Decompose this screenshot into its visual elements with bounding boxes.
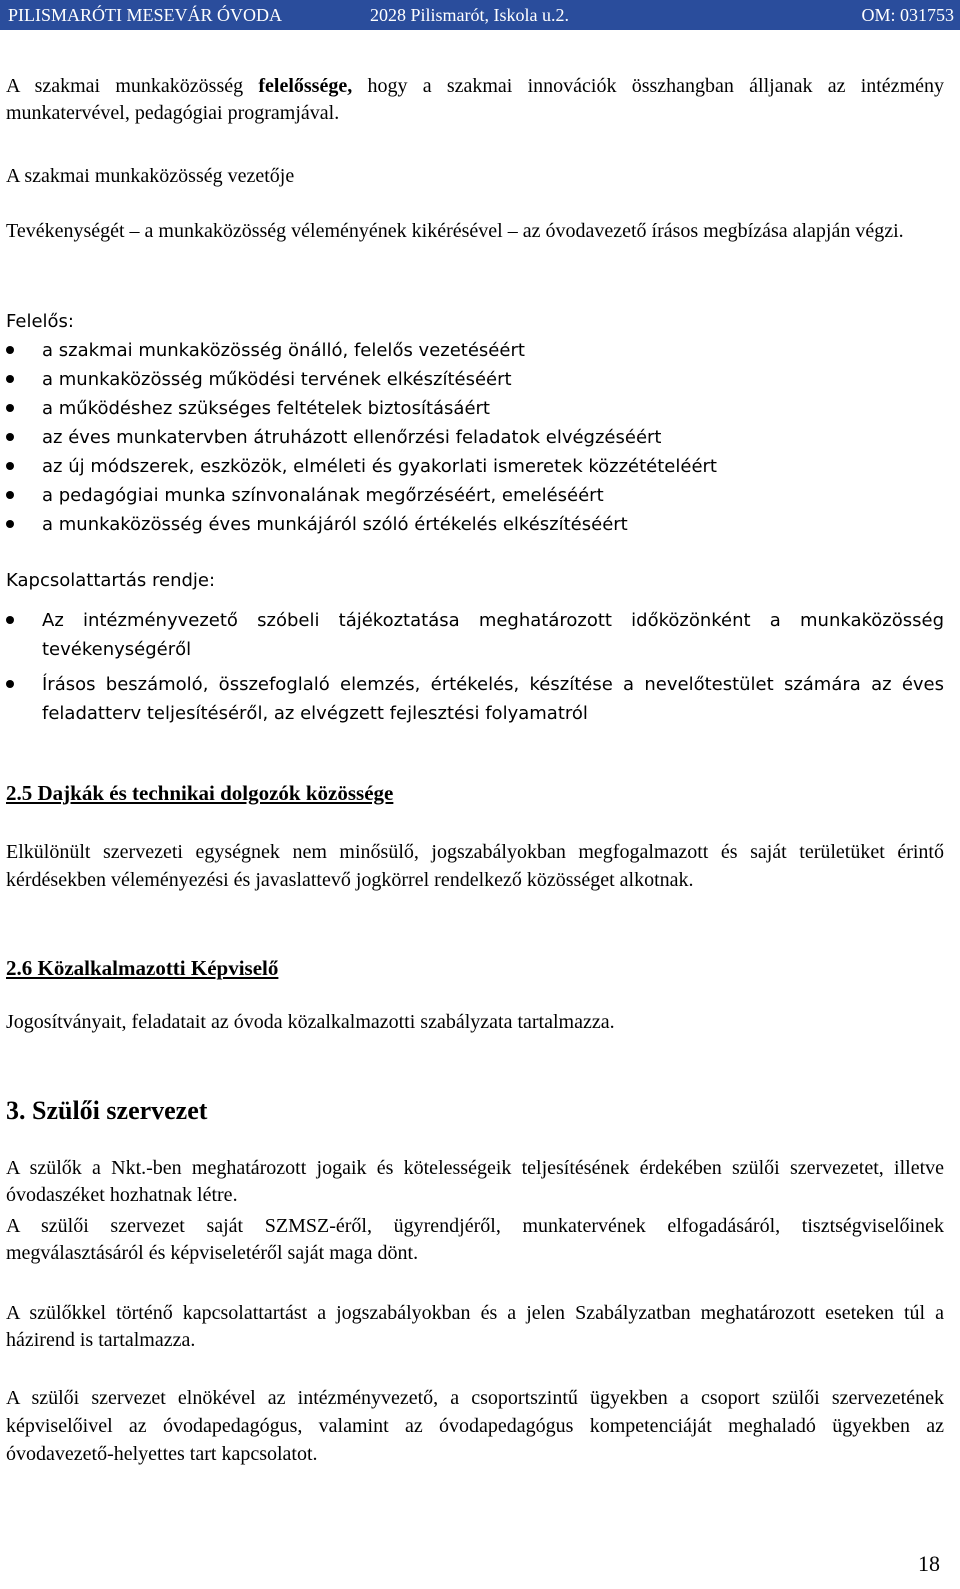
page-header xyxy=(0,0,960,30)
section-2-5-paragraph: Elkülönült szervezeti egységnek nem minősülő, jogszabályokban megfogalmazott és saját területüket érintő kérdésekben véleményezési és javaslattevő jogkörrel rendelkező közösséget alkotnak. xyxy=(6,841,944,891)
list-item-text: a munkaközösség működési tervének elkészítéséért xyxy=(42,369,512,390)
header-institution-name: PILISMARÓTI MESEVÁR ÓVODA xyxy=(8,4,283,25)
section-2-5-heading: 2.5 Dajkák és technikai dolgozók közössége xyxy=(6,781,394,805)
list-item xyxy=(6,670,944,728)
list-item-text: az új módszerek, eszközök, elméleti és gyakorlati ismeretek közzétételéért xyxy=(42,456,717,477)
section-3-paragraph-4: A szülői szervezet elnökével az intézményvezető, a csoportszintű ügyekben a csoport szülői szervezetének képviselőivel az óvodapedagógus, valamint az óvodapedagógus kompetenciáját meghaladó ügyekben az óvodavezető-helyettes tart kapcsolatot. xyxy=(6,1387,944,1465)
section-3-paragraph-3: A szülőkkel történő kapcsolattartást a jogszabályokban és a jelen Szabályzatban meghatározott eseteken túl a házirend is tartalmazza. xyxy=(6,1302,944,1351)
header-om-code: OM: 031753 xyxy=(861,4,954,25)
list-item-text: a pedagógiai munka színvonalának megőrzéséért, emeléséért xyxy=(42,485,604,506)
responsible-heading: Felelős: xyxy=(6,311,74,332)
bullet-icon xyxy=(6,404,14,412)
section-2-6-paragraph: Jogosítványait, feladatait az óvoda közalkalmazotti szabályzata tartalmazza. xyxy=(6,1011,615,1033)
responsible-list xyxy=(6,336,944,539)
list-item xyxy=(6,510,944,539)
intro-text-post: hogy a szakmai innovációk összhangban álljanak az intézmény munkatervével, pedagógiai programjával. xyxy=(6,75,944,124)
list-item xyxy=(6,606,944,664)
list-item xyxy=(6,481,944,510)
list-item xyxy=(6,365,944,394)
list-item xyxy=(6,336,944,365)
bullet-icon xyxy=(6,462,14,470)
section-3-paragraph-1: A szülők a Nkt.-ben meghatározott jogaik és kötelességeik teljesítésének érdekében szülői szervezetet, illetve óvodaszéket hozhatnak létre. xyxy=(6,1157,944,1206)
bullet-icon xyxy=(6,616,14,624)
bullet-icon xyxy=(6,520,14,528)
contact-list xyxy=(6,606,944,728)
list-item xyxy=(6,394,944,423)
list-item-text: a szakmai munkaközösség önálló, felelős vezetéséért xyxy=(42,340,525,361)
list-item xyxy=(6,423,944,452)
intro-text-bold: felelőssége, xyxy=(258,75,353,97)
bullet-icon xyxy=(6,346,14,354)
bullet-icon xyxy=(6,680,14,688)
list-item-text: a munkaközösség éves munkájáról szóló értékelés elkészítéséért xyxy=(42,514,628,535)
bullet-icon xyxy=(6,491,14,499)
header-address: 2028 Pilismarót, Iskola u.2. xyxy=(370,4,569,25)
intro-paragraph xyxy=(6,73,944,127)
leader-heading: A szakmai munkaközösség vezetője xyxy=(6,165,295,187)
list-item-text: az éves munkatervben átruházott ellenőrzési feladatok elvégzéséért xyxy=(42,427,662,448)
bullet-icon xyxy=(6,375,14,383)
list-item xyxy=(6,452,944,481)
list-item-text: Az intézményvezető szóbeli tájékoztatása meghatározott időközönként a munkaközösség tevékenységéről xyxy=(42,610,944,660)
intro-text-pre: A szakmai munkaközösség xyxy=(6,75,259,97)
section-3-paragraph-2: A szülői szervezet saját SZMSZ-éről, ügyrendjéről, munkatervének elfogadásáról, tisztségviselőinek megválasztásáról és képviseletéről saját maga dönt. xyxy=(6,1215,944,1264)
leader-paragraph: Tevékenységét – a munkaközösség véleményének kikérésével – az óvodavezető írásos megbízása alapján végzi. xyxy=(6,220,904,242)
list-item-text: a működéshez szükséges feltételek biztosításáért xyxy=(42,398,490,419)
page-number: 18 xyxy=(918,1551,940,1576)
section-2-6-heading: 2.6 Közalkalmazotti Képviselő xyxy=(6,956,279,980)
list-item-text: Írásos beszámoló, összefoglaló elemzés, értékelés, készítése a nevelőtestület számára az éves feladatterv teljesítéséről, az elvégzett fejlesztési folyamatról xyxy=(42,674,944,724)
section-3-heading: 3. Szülői szervezet xyxy=(6,1096,208,1125)
contact-heading: Kapcsolattartás rendje: xyxy=(6,570,216,591)
bullet-icon xyxy=(6,433,14,441)
